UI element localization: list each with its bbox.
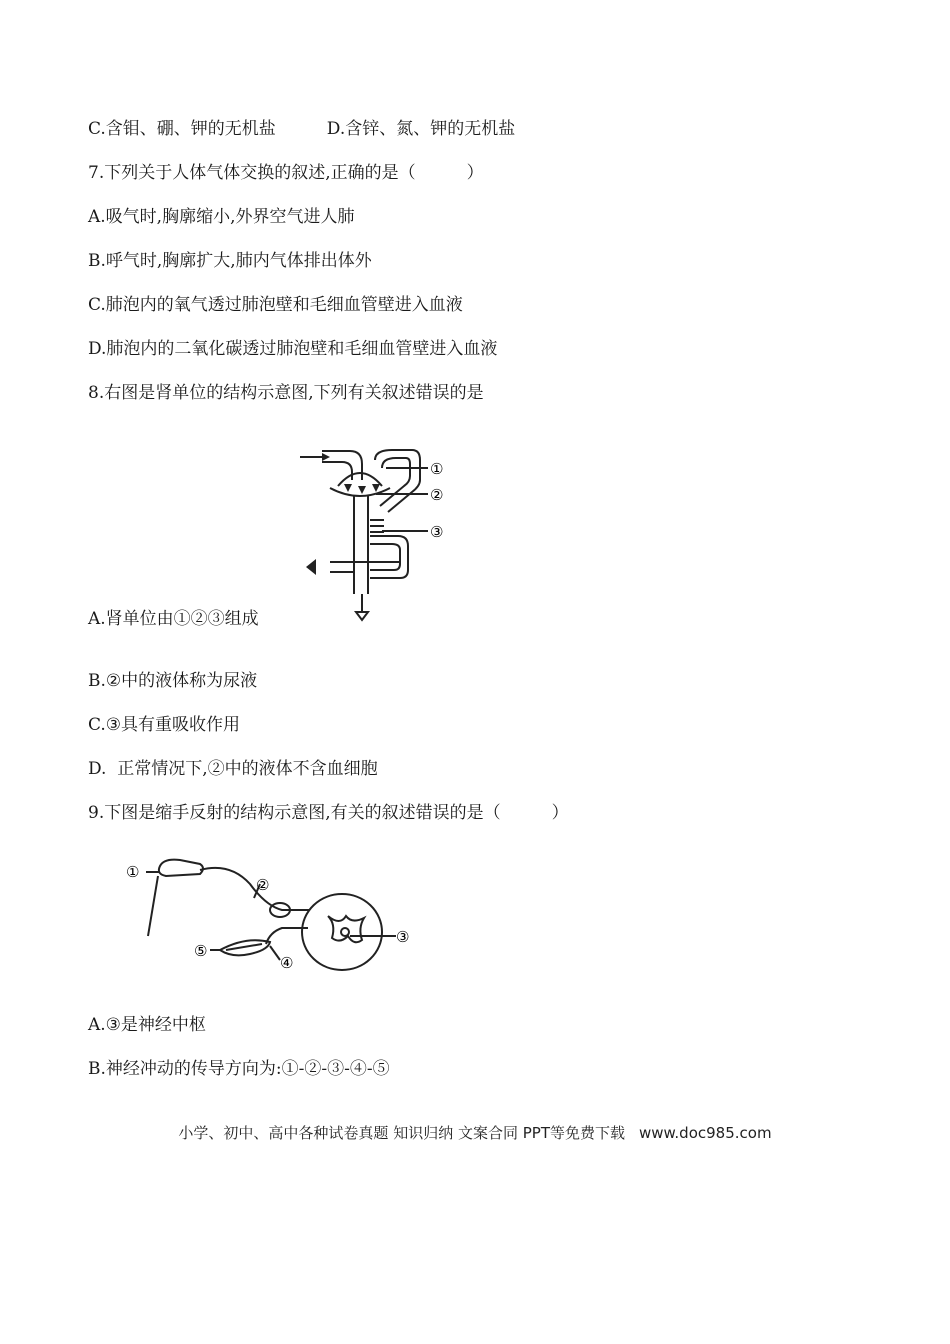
label-2: ② [256, 876, 270, 894]
answer-option: D.肺泡内的二氧化碳透过肺泡壁和毛细血管壁进入血液 [88, 339, 498, 359]
answer-option: C.③具有重吸收作用 [88, 715, 241, 735]
reflex-arc-diagram [120, 854, 420, 974]
answer-option: B.呼气时,胸廓扩大,肺内气体排出体外 [88, 251, 372, 271]
label-1: ① [126, 863, 140, 881]
label-2: ② [430, 486, 444, 504]
answer-option: D. 正常情况下,②中的液体不含血细胞 [88, 759, 378, 779]
label-3: ③ [396, 928, 410, 946]
answer-option: A.肾单位由①②③组成 [88, 609, 259, 629]
question-line: C.含钼、硼、钾的无机盐 D.含锌、氮、钾的无机盐 [88, 119, 516, 139]
answer-option: B.②中的液体称为尿液 [88, 671, 258, 691]
question-stem: 8.右图是肾单位的结构示意图,下列有关叙述错误的是 [88, 383, 484, 403]
footer-text: 小学、初中、高中各种试卷真题 知识归纳 文案合同 PPT等免费下载 [178, 1124, 625, 1142]
footer [0, 1122, 950, 1143]
label-4: ④ [280, 954, 294, 972]
label-3: ③ [430, 523, 444, 541]
answer-option: A.吸气时,胸廓缩小,外界空气进人肺 [88, 207, 355, 227]
question-stem: 7.下列关于人体气体交换的叙述,正确的是（ ） [88, 163, 484, 183]
answer-option: C.肺泡内的氧气透过肺泡壁和毛细血管壁进入血液 [88, 295, 463, 315]
answer-option: A.③是神经中枢 [88, 1015, 206, 1035]
answer-option: B.神经冲动的传导方向为:①-②-③-④-⑤ [88, 1059, 390, 1079]
nephron-diagram [300, 446, 460, 626]
label-1: ① [430, 460, 444, 478]
footer-url[interactable]: www.doc985.com [638, 1124, 772, 1142]
question-stem: 9.下图是缩手反射的结构示意图,有关的叙述错误的是（ ） [88, 803, 569, 823]
label-5: ⑤ [194, 942, 208, 960]
